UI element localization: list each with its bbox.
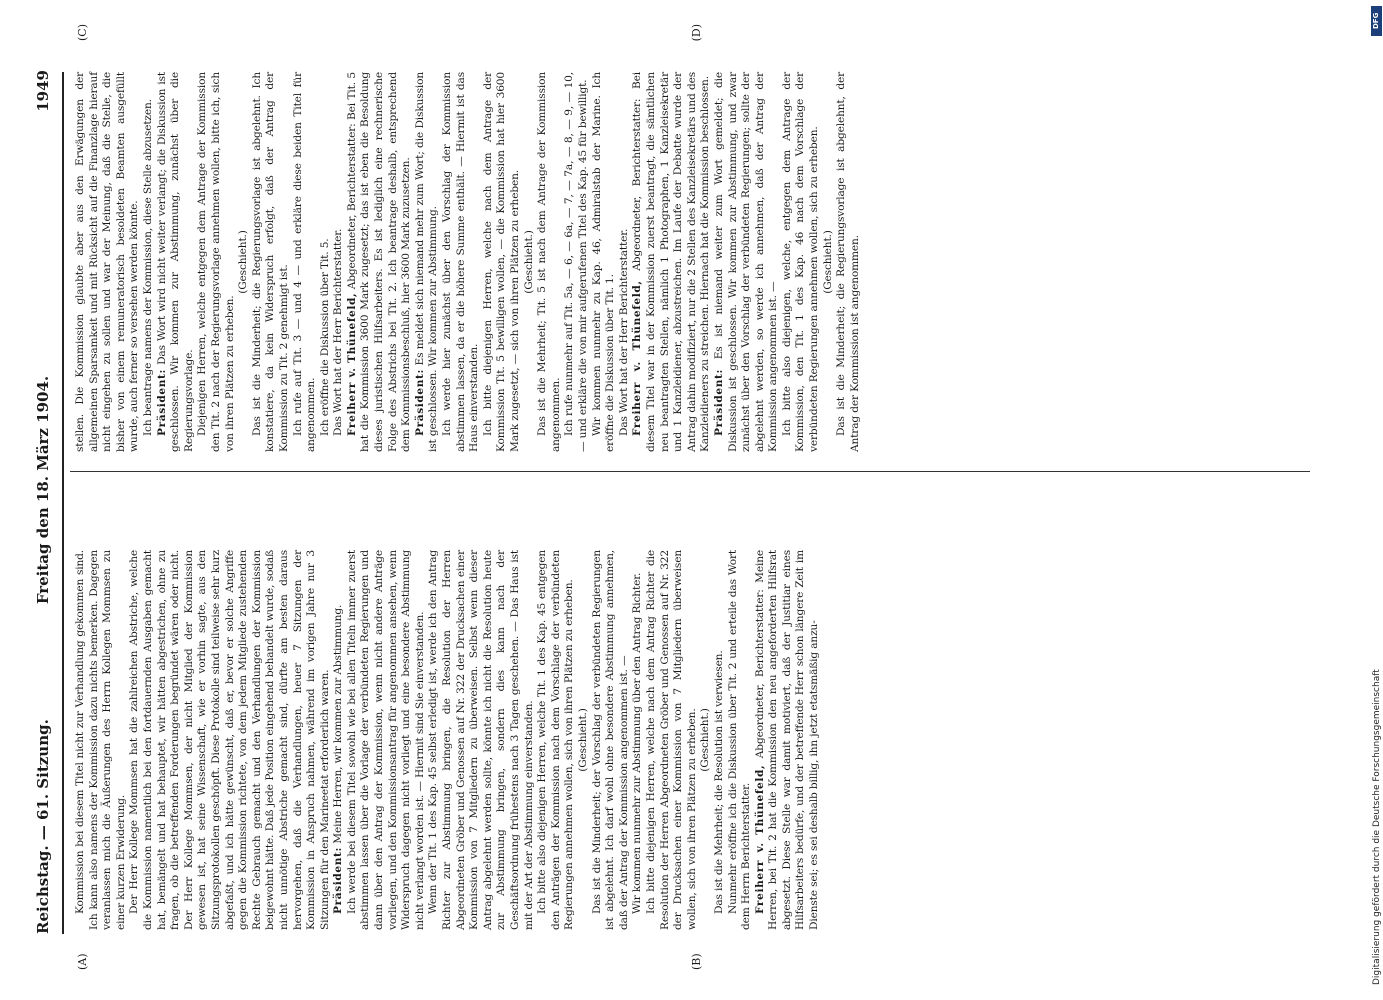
speaker-name: Präsident:	[332, 846, 345, 914]
speaker-name: Präsident:	[155, 368, 168, 436]
paragraph: Diejenigen Herren, welche entgegen dem Antrage der Kommission den Tit. 2 nach der Regierungsvorlage annehmen wollen, bitte ich, sich von ihren Plätzen zu erheben.	[196, 72, 236, 452]
speaker-name: Freiherr v. Thünefeld,	[753, 764, 766, 914]
page-number: 1949	[34, 70, 52, 112]
paragraph: Das ist die Minderheit; die Regierungsvorlage ist abgelehnt. Ich konstatiere, da kein Widerspruch erfolgt, daß der Antrag der Kommission zu Tit. 2 genehmigt ist.	[250, 72, 290, 452]
paragraph: (Geschieht.)	[821, 230, 834, 294]
paragraph: (Geschieht.)	[699, 708, 712, 772]
paragraph: Das Wort hat der Herr Berichterstatter.	[617, 228, 630, 436]
paragraph: Nunmehr eröffne ich die Diskussion über Tit. 2 und erteile das Wort dem Herrn Berichterstatter.	[726, 550, 753, 930]
header-rule	[62, 72, 64, 934]
paragraph: Wir kommen nunmehr zur Abstimmung über den Antrag Richter.	[631, 572, 644, 914]
paragraph: Präsident: Es ist niemand weiter zum Wort gemeldet; die Diskussion ist geschlossen. Wir kommen zur Abstimmung, und zwar zunächst über den Vorschlag der verbündeten Regierungen; sollte der abgelehnt werden, so werde ich annehmen, daß der Antrag der Kommission angenommen ist. —	[712, 72, 780, 452]
speaker-name: Freiherr v. Thünefeld,	[345, 292, 358, 436]
speaker-name: Präsident:	[413, 368, 426, 436]
paragraph: Präsident: Meine Herren, wir kommen zur Abstimmung.	[332, 604, 345, 914]
paragraph: Ich bitte diejenigen Herren, welche nach dem Antrag Richter die Resolution der Herren Abgeordneten Gröber und Genossen auf Nr. 322 der Drucksachen einer Kommission von 7 Mitgliedern überweisen wollen, sich von ihren Plätzen zu erheben.	[644, 550, 698, 930]
speaker-name: Freiherr v. Thünefeld,	[631, 280, 644, 436]
margin-marker-c: (C)	[76, 24, 89, 41]
paragraph: Präsident: Es meldet sich niemand mehr zum Wort; die Diskussion ist geschlossen. Wir kommen zur Abstimmung.	[413, 72, 440, 452]
paragraph: Ich bitte also diejenigen, welche, entgegen dem Antrage der Kommission, den Tit. 1 des Kap. 46 nach dem Vorschlage der verbündeten Regierungen annehmen wollen, sich zu erheben.	[780, 72, 821, 452]
paragraph: Das ist die Minderheit; die Regierungsvorlage ist abgelehnt, der Antrag der Kommission ist angenommen.	[835, 72, 861, 452]
header-left: Reichstag. — 61. Sitzung.	[34, 719, 52, 934]
paragraph: Freiherr v. Thünefeld, Abgeordneter, Berichterstatter: Bei Tit. 5 hat die Kommission 3600 Mark zugesetzt; das ist eben die Besoldung dieses juristischen Hilfsarbeiters. Es ist lediglich eine rechnerische Folge des Abstrichs bei Tit. 2. Ich beantrage deshalb, entsprechend dem Kommissionsbeschluß, hier 3600 Mark zuzusetzen.	[345, 72, 413, 452]
paragraph: Freiherr v. Thünefeld, Abgeordneter, Berichterstatter: Bei diesem Titel war in der Kommission zuerst beantragt, die sämtlichen neu beantragten Stellen, nämlich 1 Photographen, 1 Kanzleisekretär und 1 Kanzleidiener, abzustreichen. Im Laufe der Debatte wurde der Antrag dahin modifiziert, nur die 2 Stellen des Kanzleisekretärs und des Kanzleidieners zu streichen. Hiernach hat die Kommission beschlossen.	[631, 72, 712, 452]
paragraph: Das Wort hat der Herr Berichterstatter.	[332, 228, 345, 436]
speaker-name: Präsident:	[712, 368, 725, 436]
right-column	[74, 72, 862, 452]
paragraph: Ich bitte diejenigen Herren, welche nach dem Antrage der Kommission Tit. 5 bewilligen wollen, — die Kommission hat hier 3600 Mark zugesetzt, — sich von ihren Plätzen zu erheben.	[481, 72, 521, 452]
margin-marker-d: (D)	[690, 24, 703, 42]
paragraph: Freiherr v. Thünefeld, Abgeordneter, Berichterstatter: Meine Herren, bei Tit. 2 hat die Kommission den neu angeforderten Hilfsrat abgesetzt. Diese Stelle war damit motiviert, daß der Justitiar eines Hilfsarbeiters bedürfe, und der betreffende Herr schon längere Zeit im Dienste sei; es sei deshalb billig, ihn jetzt etatsmäßig anzu-	[753, 550, 821, 930]
paragraph: Ich werde bei diesem Titel sowohl wie bei allen Titeln immer zuerst abstimmen lassen über die Vorlage der verbündeten Regierungen und dann über den Antrag der Kommission, wenn nicht andere Anträge vorliegen, und den Kommissionsantrag für angenommen ansehen, wenn Widerspruch dagegen nicht vorliegt und eine besondere Abstimmung nicht verlangt worden ist. — Hiermit sind Sie einverstanden.	[345, 550, 426, 930]
header-date: Freitag den 18. März 1904.	[34, 375, 52, 605]
paragraph: (Geschieht.)	[522, 230, 535, 294]
column-divider	[70, 471, 1310, 472]
margin-marker-b: (B)	[690, 953, 703, 970]
paragraph: (Geschieht.)	[237, 230, 250, 294]
paragraph: Ich bitte also diejenigen Herren, welche Tit. 1 des Kap. 45 entgegen den Anträgen der Kommission nach dem Vorschlage der verbündeten Regierungen annehmen wollen, sich von ihren Plätzen zu erheben.	[536, 550, 576, 930]
paragraph: Das ist die Mehrheit; die Resolution ist verwiesen.	[712, 650, 725, 914]
margin-marker-a: (A)	[76, 953, 89, 970]
paragraph: (Geschieht.)	[576, 708, 589, 772]
paragraph: Das ist die Minderheit; der Vorschlag der verbündeten Regierungen ist abgelehnt. Ich darf wohl ohne besondere Abstimmung annehmen, daß der Antrag der Kommission angenommen ist. —	[590, 550, 630, 930]
paragraph: Ich beantrage namens der Kommission, diese Stelle abzusetzen.	[141, 99, 154, 436]
credit-line: Digitalisierung gefördert durch die Deutsche Forschungsgemeinschaft	[1372, 669, 1382, 985]
paragraph: Ich werde hier zunächst über den Vorschlag der Kommission abstimmen lassen, da er die höhere Summe enthält. — Hiermit ist das Haus einverstanden.	[441, 72, 481, 452]
paragraph: stellen. Die Kommission glaubte aber aus den Erwägungen der allgemeinen Sparsamkeit und mit Rücksicht auf die Finanzlage hierauf nicht eingehen zu sollen und war der Meinung, daß die Stelle, die bisher von einem remuneratorisch besoldeten Beamten ausgefüllt wurde, auch ferner so versehen werden könnte.	[74, 72, 141, 452]
left-column	[74, 550, 822, 930]
paragraph: Wenn der Tit. 1 des Kap. 45 selbst erledigt ist, werde ich den Antrag Richter zur Abstimmung bringen, die Resolution der Herren Abgeordneten Gröber und Genossen auf Nr. 322 der Drucksachen einer Kommission von 7 Mitgliedern zu überweisen. Selbst wenn dieser Antrag abgelehnt werden sollte, könnte ich nicht die Resolution heute zur Abstimmung bringen, sondern dies kann nach der Geschäftsordnung frühestens nach 3 Tagen geschehen. — Das Haus ist mit der Art der Abstimmung einverstanden.	[427, 550, 535, 930]
paragraph: Ich eröffne die Diskussion über Tit. 5.	[318, 238, 331, 436]
dfg-logo: DFG	[1371, 6, 1382, 36]
paragraph: Ich rufe auf Tit. 3 — und 4 — und erkläre diese beiden Titel für angenommen.	[291, 72, 318, 452]
paragraph: Präsident: Das Wort wird nicht weiter verlangt; die Diskussion ist geschlossen. Wir kommen zur Abstimmung, zunächst über die Regierungsvorlage.	[155, 72, 195, 452]
paragraph: Das ist die Mehrheit; Tit. 5 ist nach dem Antrage der Kommission angenommen.	[536, 72, 562, 452]
paragraph: Kommission bei diesem Titel nicht zur Verhandlung gekommen sind. Ich kann also namens der Kommission dazu nichts bemerken. Dagegen veranlassen mich die Äußerungen des Herrn Kollegen Mommsen zu einer kurzen Erwiderung.	[74, 550, 127, 930]
paragraph: Ich rufe nunmehr auf Tit. 5a, — 6, — 6a, — 7, — 7a, — 8, — 9, — 10, — und erkläre die von mir aufgerufenen Titel des Kap. 45 für bewilligt.	[563, 72, 589, 452]
paragraph: Der Herr Kollege Mommsen hat die zahlreichen Abstriche, welche die Kommission namentlich bei den fortdauernden Ausgaben gemacht hat, bemängelt und hat behauptet, wir hätten abgestrichen, ohne zu fragen, ob die betreffenden Forderungen begründet wären oder nicht. Der Herr Kollege Mommsen, der nicht Mitglied der Kommission gewesen ist, hat seine Wissenschaft, wie er vorhin sagte, aus den Sitzungsprotokollen geschöpft. Diese Protokolle sind teilweise sehr kurz abgefaßt, und ich hätte gewünscht, daß er, bevor er solche Angriffe gegen die Kommission richtete, von dem jedem Mitgliede zustehenden Rechte Gebrauch gemacht und den Verhandlungen der Kommission beigewohnt hätte. Daß jede Position eingehend behandelt wurde, sodaß nicht unnötige Abstriche gemacht sind, dürfte am besten daraus hervorgehen, daß die Verhandlungen, heuer 7 Sitzungen der Kommission in Anspruch nahmen, während im vorigen Jahre nur 3 Sitzungen für den Marineetat erforderlich waren.	[128, 550, 331, 930]
paragraph: Wir kommen nunmehr zu Kap. 46, Admiralstab der Marine. Ich eröffne die Diskussion über Tit. 1.	[590, 72, 617, 452]
